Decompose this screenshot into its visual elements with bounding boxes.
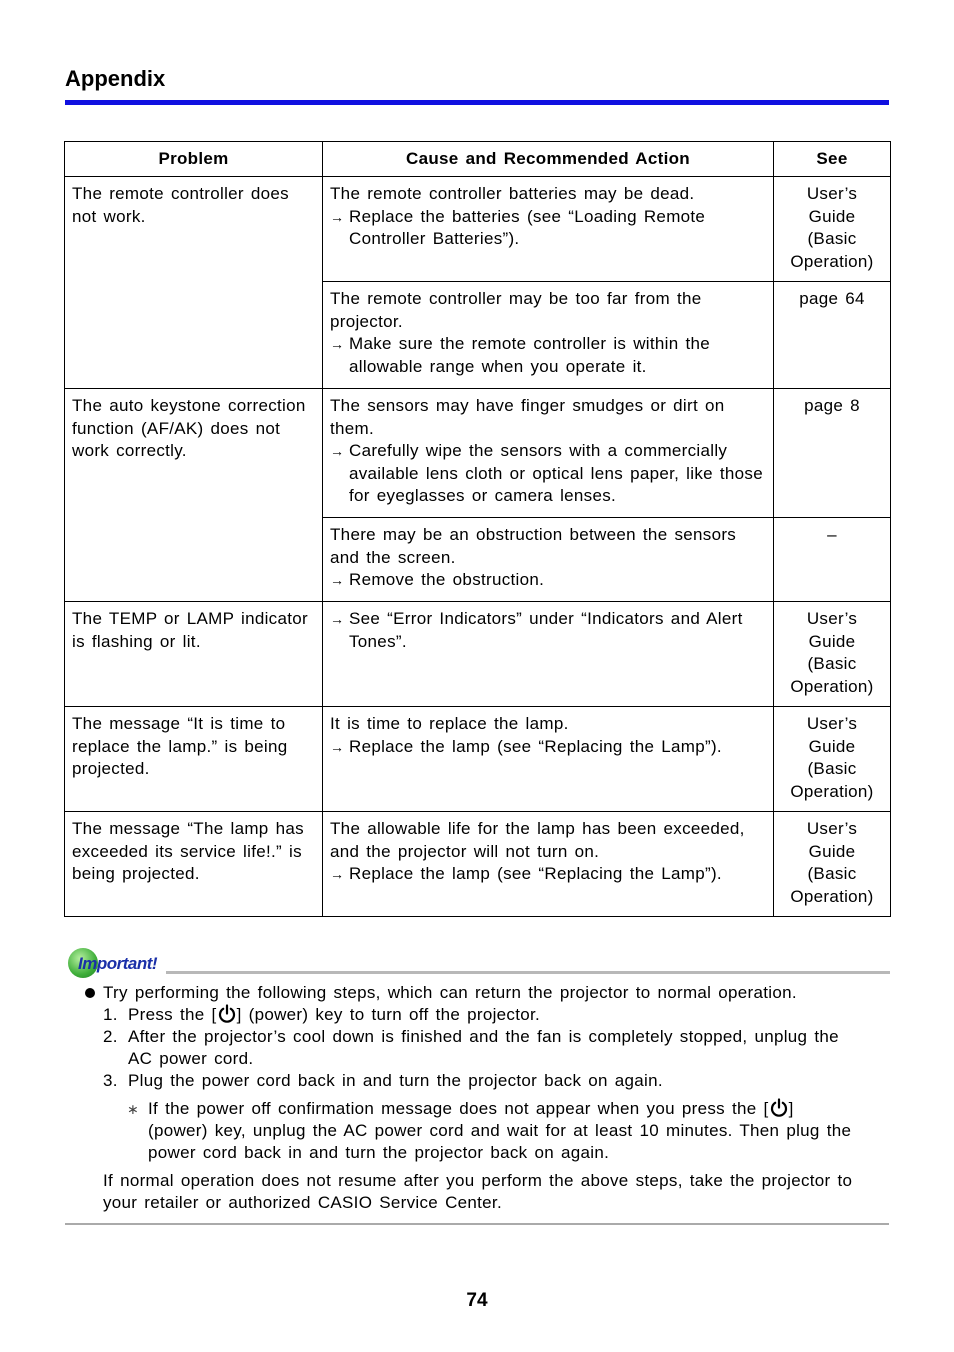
action-text: Remove the obstruction. bbox=[349, 570, 545, 589]
see-line: User’s bbox=[806, 714, 858, 733]
see-cell bbox=[774, 518, 891, 602]
table-row bbox=[65, 177, 891, 282]
see-cell bbox=[774, 602, 891, 707]
action-line bbox=[330, 569, 766, 592]
step-text: Plug the power cord back in and turn the projector back on again. bbox=[128, 1071, 663, 1090]
arrow-right-icon: → bbox=[330, 572, 345, 588]
see-line: User’s bbox=[806, 819, 858, 838]
note-text: ] (power) key, unplug the AC power cord and wait for at least 10 minutes. Then plug the power cord back in and turn the projector back on again. bbox=[148, 1099, 852, 1162]
final-paragraph: If normal operation does not resume after you perform the above steps, take the projector to your retailer or authorized CASIO Service Center. bbox=[103, 1171, 853, 1212]
important-header bbox=[66, 948, 890, 980]
asterisk-mark: ∗ bbox=[127, 1101, 140, 1117]
cause-cell bbox=[323, 177, 774, 282]
page-title: Appendix bbox=[65, 66, 166, 91]
action-text: Carefully wipe the sensors with a commercially available lens cloth or optical lens paper, like those for eyeglasses or camera lenses. bbox=[349, 441, 763, 505]
action-line bbox=[330, 863, 766, 886]
table-row bbox=[65, 707, 891, 812]
see-line: User’s bbox=[806, 609, 858, 628]
note-item bbox=[66, 1098, 856, 1164]
problem-cell: The message “It is time to replace the lamp.” is being projected. bbox=[65, 707, 323, 812]
see-line: page 8 bbox=[804, 396, 860, 415]
step-number: 3. bbox=[103, 1071, 118, 1090]
arrow-right-icon: → bbox=[330, 443, 345, 459]
see-line: (Basic bbox=[807, 864, 857, 883]
page-number: 74 bbox=[466, 1290, 488, 1311]
important-notes bbox=[66, 982, 856, 1214]
power-icon bbox=[217, 1004, 237, 1024]
cause-cell bbox=[323, 282, 774, 389]
action-line bbox=[330, 736, 766, 759]
cause-text: The allowable life for the lamp has been exceeded, and the projector will not turn on. bbox=[330, 819, 745, 861]
table-row bbox=[65, 389, 891, 518]
action-text: Make sure the remote controller is within the allowable range when you operate it. bbox=[349, 334, 711, 376]
column-header-problem: Problem bbox=[65, 142, 323, 177]
column-header-cause: Cause and Recommended Action bbox=[323, 142, 774, 177]
important-label: Important! bbox=[78, 954, 158, 973]
arrow-right-icon: → bbox=[330, 611, 345, 627]
cause-text: There may be an obstruction between the sensors and the screen. bbox=[330, 525, 737, 567]
action-text: See “Error Indicators” under “Indicators and Alert Tones”. bbox=[349, 609, 743, 651]
problem-cell: The auto keystone correction function (AF/AK) does not work correctly. bbox=[65, 389, 323, 602]
see-line: (Basic bbox=[807, 229, 857, 248]
bullet-icon bbox=[85, 988, 95, 998]
cause-text: It is time to replace the lamp. bbox=[330, 714, 569, 733]
table-row bbox=[65, 602, 891, 707]
list-item bbox=[66, 1070, 856, 1092]
see-line: – bbox=[827, 525, 837, 544]
step-text: ] (power) key to turn off the projector. bbox=[236, 1005, 541, 1024]
see-line: Guide bbox=[808, 736, 856, 756]
see-line: (Basic bbox=[807, 759, 857, 778]
troubleshooting-table bbox=[64, 141, 891, 917]
action-line bbox=[330, 440, 766, 508]
arrow-right-icon: → bbox=[330, 738, 345, 755]
bullet-text: Try performing the following steps, which can return the projector to normal operation. bbox=[103, 983, 797, 1002]
step-text: After the projector’s cool down is finished and the fan is completely stopped, unplug the AC power cord. bbox=[128, 1027, 839, 1068]
see-cell bbox=[774, 812, 891, 917]
action-text: Replace the batteries (see “Loading Remote Controller Batteries”). bbox=[349, 206, 706, 248]
problem-cell: The TEMP or LAMP indicator is flashing or lit. bbox=[65, 602, 323, 707]
action-text: Replace the lamp (see “Replacing the Lamp”). bbox=[349, 864, 722, 883]
cause-cell bbox=[323, 707, 774, 812]
cause-cell bbox=[323, 812, 774, 917]
see-line: Operation) bbox=[790, 251, 874, 271]
see-line: page 64 bbox=[799, 289, 865, 308]
problem-cell: The remote controller does not work. bbox=[65, 177, 323, 389]
cause-text: The sensors may have finger smudges or dirt on them. bbox=[330, 396, 725, 438]
list-item bbox=[66, 982, 856, 1004]
see-cell bbox=[774, 389, 891, 518]
see-cell bbox=[774, 707, 891, 812]
see-line: User’s bbox=[806, 184, 858, 203]
list-item bbox=[66, 1004, 856, 1026]
see-cell bbox=[774, 177, 891, 282]
cause-text: The remote controller may be too far from the projector. bbox=[330, 289, 702, 331]
arrow-right-icon: → bbox=[330, 336, 345, 352]
action-line bbox=[330, 608, 766, 653]
see-line: (Basic bbox=[807, 654, 857, 673]
step-text: Press the [ bbox=[128, 1005, 217, 1024]
note-text: If the power off confirmation message does not appear when you press the [ bbox=[148, 1099, 769, 1118]
cause-cell bbox=[323, 602, 774, 707]
see-line: Operation) bbox=[790, 886, 874, 906]
arrow-right-icon: → bbox=[330, 208, 345, 225]
title-underline bbox=[65, 100, 889, 105]
column-header-see: See bbox=[774, 142, 891, 177]
list-item bbox=[66, 1026, 856, 1070]
see-line: Guide bbox=[808, 206, 856, 226]
problem-cell: The message “The lamp has exceeded its service life!.” is being projected. bbox=[65, 812, 323, 917]
table-row bbox=[65, 812, 891, 917]
see-cell bbox=[774, 282, 891, 389]
action-line bbox=[330, 206, 766, 251]
see-line: Guide bbox=[808, 841, 856, 861]
see-line: Operation) bbox=[790, 676, 874, 696]
action-text: Replace the lamp (see “Replacing the Lamp”). bbox=[349, 736, 722, 756]
cause-cell bbox=[323, 518, 774, 602]
table-header-row bbox=[65, 142, 891, 177]
arrow-right-icon: → bbox=[330, 866, 345, 882]
cause-cell bbox=[323, 389, 774, 518]
see-line: Guide bbox=[808, 631, 856, 651]
bottom-divider bbox=[65, 1223, 889, 1225]
cause-text: The remote controller batteries may be dead. bbox=[330, 184, 695, 203]
step-number: 1. bbox=[103, 1005, 118, 1024]
important-rule bbox=[166, 971, 890, 974]
power-icon bbox=[769, 1098, 789, 1118]
step-number: 2. bbox=[103, 1027, 118, 1046]
see-line: Operation) bbox=[790, 781, 874, 801]
action-line bbox=[330, 333, 766, 378]
